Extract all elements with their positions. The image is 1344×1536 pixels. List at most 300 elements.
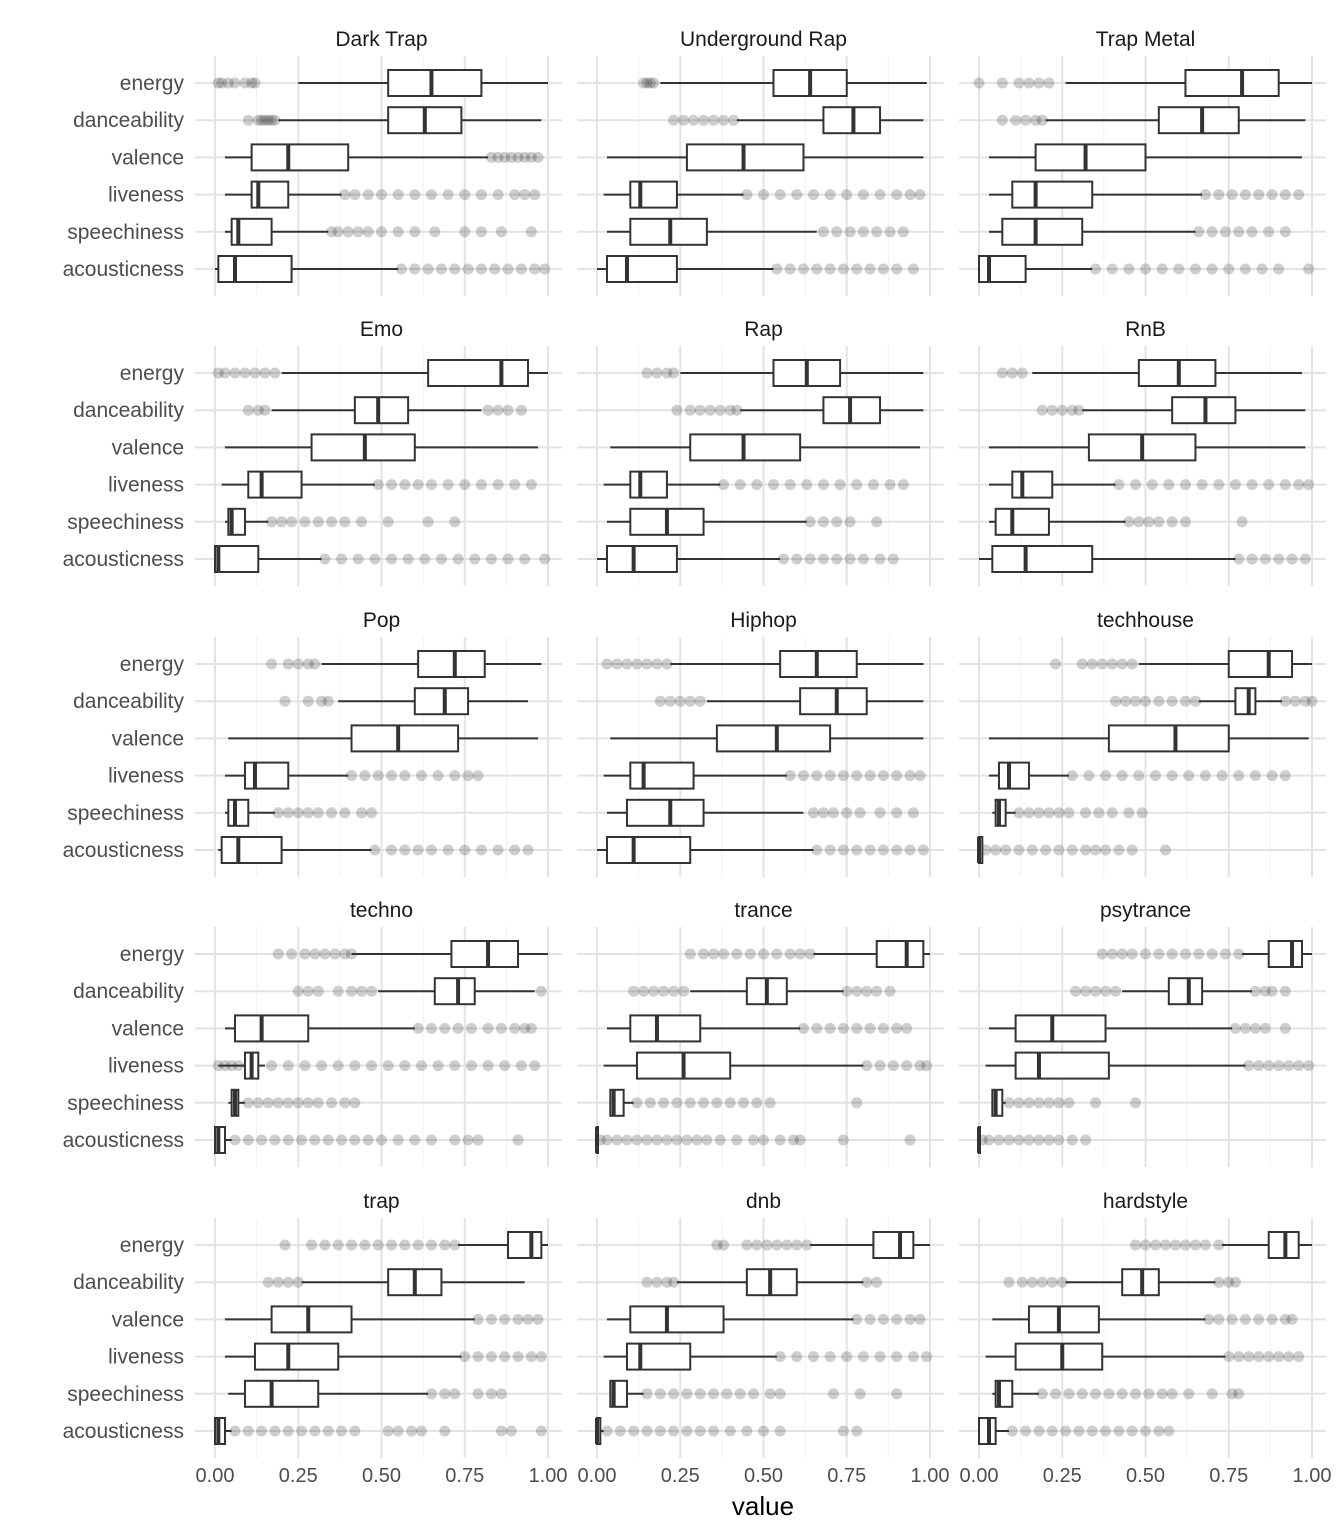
outlier-point: [1097, 949, 1108, 960]
outlier-point: [908, 807, 919, 818]
outlier-point: [316, 1060, 327, 1071]
outlier-point: [811, 770, 822, 781]
outlier-point: [1167, 949, 1178, 960]
box-liveness: [989, 472, 1314, 498]
outlier-point: [685, 1097, 696, 1108]
x-tick-label: 0.50: [1126, 1465, 1165, 1487]
outlier-point: [905, 189, 916, 200]
outlier-point: [1247, 479, 1258, 490]
box-iqr: [508, 1232, 541, 1258]
outlier-point: [751, 479, 762, 490]
box-iqr: [215, 546, 258, 572]
outlier-point: [1267, 770, 1278, 781]
outlier-point: [765, 1388, 776, 1399]
outlier-point: [1220, 226, 1231, 237]
outlier-point: [399, 770, 410, 781]
outlier-point: [758, 1426, 769, 1437]
box-iqr: [607, 546, 677, 572]
outlier-point: [891, 1351, 902, 1362]
box-energy: [997, 360, 1302, 386]
box-iqr: [1185, 70, 1278, 96]
outlier-point: [1167, 696, 1178, 707]
box-danceability: [243, 397, 527, 423]
outlier-point: [426, 479, 437, 490]
outlier-point: [758, 1135, 769, 1146]
outlier-point: [459, 189, 470, 200]
outlier-point: [628, 1426, 639, 1437]
box-energy: [213, 360, 548, 386]
outlier-point: [1057, 405, 1068, 416]
outlier-point: [1190, 264, 1201, 275]
outlier-point: [1047, 1277, 1058, 1288]
outlier-point: [309, 949, 320, 960]
outlier-point: [1140, 949, 1151, 960]
outlier-point: [1293, 1060, 1304, 1071]
outlier-point: [878, 1023, 889, 1034]
outlier-point: [861, 986, 872, 997]
outlier-point: [725, 1426, 736, 1437]
outlier-point: [838, 770, 849, 781]
outlier-point: [253, 1097, 264, 1108]
outlier-point: [1233, 770, 1244, 781]
box-speechiness: [228, 1090, 360, 1116]
outlier-point: [1153, 1426, 1164, 1437]
outlier-point: [416, 770, 427, 781]
outlier-point: [509, 189, 520, 200]
outlier-point: [1077, 1388, 1088, 1399]
outlier-point: [276, 516, 287, 527]
outlier-point: [795, 949, 806, 960]
facet-title: techno: [349, 899, 414, 922]
outlier-point: [811, 264, 822, 275]
box-liveness: [604, 1053, 933, 1079]
box-iqr: [630, 182, 677, 208]
outlier-point: [1037, 1277, 1048, 1288]
outlier-point: [1273, 554, 1284, 565]
outlier-point: [433, 1060, 444, 1071]
y-tick-label: speechiness: [67, 1091, 184, 1115]
outlier-point: [303, 807, 314, 818]
y-tick-label: energy: [119, 362, 184, 385]
outlier-point: [399, 845, 410, 856]
outlier-point: [286, 949, 297, 960]
outlier-point: [283, 807, 294, 818]
outlier-point: [463, 1135, 474, 1146]
outlier-point: [426, 1135, 437, 1146]
outlier-point: [523, 1314, 534, 1325]
outlier-point: [838, 264, 849, 275]
box-valence: [225, 1306, 544, 1332]
outlier-point: [701, 1135, 712, 1146]
outlier-point: [771, 1240, 782, 1251]
outlier-point: [366, 1060, 377, 1071]
outlier-point: [1267, 1314, 1278, 1325]
outlier-point: [359, 1240, 370, 1251]
outlier-point: [459, 845, 470, 856]
box-danceability: [243, 107, 542, 133]
outlier-point: [658, 986, 669, 997]
outlier-point: [871, 516, 882, 527]
box-iqr: [1012, 182, 1092, 208]
box-valence: [607, 1015, 912, 1041]
outlier-point: [718, 115, 729, 126]
outlier-point: [243, 115, 254, 126]
outlier-point: [1107, 949, 1118, 960]
outlier-point: [775, 1135, 786, 1146]
facet-pop: [63, 609, 562, 877]
outlier-point: [1207, 1388, 1218, 1399]
outlier-point: [283, 1097, 294, 1108]
outlier-point: [303, 986, 314, 997]
outlier-point: [339, 807, 350, 818]
outlier-point: [631, 1135, 642, 1146]
outlier-point: [399, 479, 410, 490]
outlier-point: [266, 1060, 277, 1071]
outlier-point: [376, 189, 387, 200]
outlier-point: [453, 1023, 464, 1034]
outlier-point: [735, 1388, 746, 1399]
outlier-point: [681, 1135, 692, 1146]
outlier-point: [665, 696, 676, 707]
outlier-point: [731, 1135, 742, 1146]
outlier-point: [974, 78, 985, 89]
outlier-point: [1113, 1426, 1124, 1437]
outlier-point: [393, 189, 404, 200]
outlier-point: [1067, 845, 1078, 856]
outlier-point: [888, 1060, 899, 1071]
outlier-point: [818, 226, 829, 237]
outlier-point: [1250, 770, 1261, 781]
outlier-point: [426, 845, 437, 856]
outlier-point: [529, 189, 540, 200]
outlier-point: [383, 516, 394, 527]
outlier-point: [486, 1351, 497, 1362]
outlier-point: [1013, 845, 1024, 856]
outlier-point: [1017, 368, 1028, 379]
outlier-point: [229, 78, 240, 89]
outlier-point: [283, 1135, 294, 1146]
box-iqr: [607, 837, 690, 863]
outlier-point: [885, 479, 896, 490]
box-valence: [989, 1015, 1291, 1041]
outlier-point: [675, 696, 686, 707]
facet-title: techhouse: [1097, 609, 1194, 632]
outlier-point: [841, 807, 852, 818]
outlier-point: [476, 845, 487, 856]
facet-trap: [63, 1190, 568, 1487]
outlier-point: [651, 1277, 662, 1288]
outlier-point: [695, 1388, 706, 1399]
outlier-point: [855, 807, 866, 818]
box-iqr: [1229, 651, 1292, 677]
outlier-point: [429, 226, 440, 237]
box-liveness: [604, 182, 926, 208]
facet-title: RnB: [1125, 318, 1166, 341]
outlier-point: [1090, 1388, 1101, 1399]
outlier-point: [339, 1097, 350, 1108]
outlier-point: [523, 845, 534, 856]
outlier-point: [858, 226, 869, 237]
outlier-point: [1240, 264, 1251, 275]
outlier-point: [671, 1135, 682, 1146]
outlier-point: [838, 1426, 849, 1437]
outlier-point: [243, 1135, 254, 1146]
outlier-point: [1170, 1240, 1181, 1251]
outlier-point: [1010, 115, 1021, 126]
box-speechiness: [225, 509, 460, 535]
outlier-point: [901, 1060, 912, 1071]
outlier-point: [413, 845, 424, 856]
outlier-point: [309, 1426, 320, 1437]
outlier-point: [875, 1060, 886, 1071]
outlier-point: [1237, 516, 1248, 527]
box-danceability: [1070, 978, 1291, 1004]
outlier-point: [808, 1351, 819, 1362]
outlier-point: [259, 405, 270, 416]
box-iqr: [245, 1381, 318, 1407]
outlier-point: [483, 405, 494, 416]
outlier-point: [875, 554, 886, 565]
outlier-point: [1123, 264, 1134, 275]
outlier-point: [323, 1426, 334, 1437]
outlier-point: [648, 78, 659, 89]
outlier-point: [641, 659, 652, 670]
outlier-point: [615, 1426, 626, 1437]
outlier-point: [349, 1426, 360, 1437]
box-acousticness: [215, 1127, 524, 1153]
outlier-point: [990, 845, 1001, 856]
outlier-point: [386, 479, 397, 490]
outlier-point: [731, 949, 742, 960]
y-tick-label: speechiness: [67, 1382, 184, 1406]
outlier-point: [841, 1351, 852, 1362]
outlier-point: [319, 949, 330, 960]
outlier-point: [855, 1388, 866, 1399]
outlier-point: [323, 1135, 334, 1146]
outlier-point: [761, 1240, 772, 1251]
outlier-point: [661, 1135, 672, 1146]
facet-panels: [63, 28, 1332, 1487]
outlier-point: [655, 1388, 666, 1399]
outlier-point: [1043, 807, 1054, 818]
outlier-point: [1017, 1277, 1028, 1288]
outlier-point: [1033, 78, 1044, 89]
outlier-point: [1200, 1240, 1211, 1251]
facet-rap: [577, 318, 944, 586]
y-tick-label: valence: [111, 727, 184, 751]
outlier-point: [811, 1023, 822, 1034]
box-iqr: [630, 1015, 700, 1041]
x-tick-label: 0.00: [195, 1465, 235, 1487]
outlier-point: [818, 479, 829, 490]
outlier-point: [1117, 949, 1128, 960]
outlier-point: [426, 189, 437, 200]
outlier-point: [878, 845, 889, 856]
outlier-point: [845, 554, 856, 565]
box-iqr: [428, 360, 528, 386]
outlier-point: [526, 479, 537, 490]
y-tick-label: danceability: [73, 1271, 184, 1295]
outlier-point: [891, 807, 902, 818]
outlier-point: [306, 1240, 317, 1251]
outlier-point: [539, 264, 550, 275]
outlier-point: [1173, 264, 1184, 275]
outlier-point: [296, 1135, 307, 1146]
outlier-point: [1180, 479, 1191, 490]
outlier-point: [449, 1060, 460, 1071]
outlier-point: [273, 1097, 284, 1108]
box-iqr: [272, 1306, 352, 1332]
outlier-point: [1227, 1314, 1238, 1325]
facet-techhouse: [959, 609, 1326, 877]
outlier-point: [611, 1135, 622, 1146]
outlier-point: [668, 986, 679, 997]
outlier-point: [1130, 479, 1141, 490]
box-iqr: [877, 941, 924, 967]
outlier-point: [509, 479, 520, 490]
box-iqr: [1002, 219, 1082, 245]
outlier-point: [1060, 1426, 1071, 1437]
outlier-point: [356, 986, 367, 997]
outlier-point: [293, 659, 304, 670]
outlier-point: [439, 1426, 450, 1437]
facet-title: Trap Metal: [1095, 28, 1196, 51]
outlier-point: [645, 1097, 656, 1108]
outlier-point: [363, 189, 374, 200]
box-valence: [989, 144, 1302, 170]
outlier-point: [1167, 770, 1178, 781]
outlier-point: [865, 845, 876, 856]
outlier-point: [838, 1023, 849, 1034]
outlier-point: [668, 115, 679, 126]
outlier-point: [269, 1426, 280, 1437]
outlier-point: [1217, 770, 1228, 781]
outlier-point: [891, 1388, 902, 1399]
outlier-point: [1280, 986, 1291, 997]
outlier-point: [1053, 845, 1064, 856]
outlier-point: [493, 405, 504, 416]
outlier-point: [333, 1240, 344, 1251]
grid: [195, 1218, 562, 1458]
outlier-point: [681, 1426, 692, 1437]
outlier-point: [1133, 770, 1144, 781]
facet-title: Hiphop: [730, 609, 797, 632]
box-danceability: [1037, 397, 1306, 423]
outlier-point: [708, 949, 719, 960]
y-tick-label: energy: [119, 943, 184, 966]
x-tick-label: 0.00: [959, 1465, 999, 1487]
outlier-point: [529, 1060, 540, 1071]
outlier-point: [871, 1277, 882, 1288]
outlier-point: [1253, 1351, 1264, 1362]
outlier-point: [503, 264, 514, 275]
outlier-point: [1127, 1426, 1138, 1437]
x-tick-label: 0.75: [1209, 1465, 1249, 1487]
outlier-point: [1117, 770, 1128, 781]
outlier-point: [349, 1135, 360, 1146]
outlier-point: [841, 189, 852, 200]
outlier-point: [685, 405, 696, 416]
outlier-point: [1033, 1135, 1044, 1146]
box-danceability: [655, 688, 924, 714]
outlier-point: [513, 1314, 524, 1325]
outlier-point: [476, 264, 487, 275]
box-liveness: [225, 182, 540, 208]
outlier-point: [1253, 1314, 1264, 1325]
outlier-point: [745, 949, 756, 960]
outlier-point: [1220, 949, 1231, 960]
outlier-point: [499, 1060, 510, 1071]
outlier-point: [1180, 696, 1191, 707]
outlier-point: [678, 986, 689, 997]
box-iqr: [352, 725, 459, 751]
outlier-point: [651, 1135, 662, 1146]
outlier-point: [898, 479, 909, 490]
outlier-point: [283, 659, 294, 670]
outlier-point: [1293, 189, 1304, 200]
outlier-point: [449, 1135, 460, 1146]
outlier-point: [336, 554, 347, 565]
outlier-point: [1247, 554, 1258, 565]
y-tick-label: liveness: [108, 1054, 184, 1078]
outlier-point: [918, 845, 929, 856]
outlier-point: [898, 226, 909, 237]
outlier-point: [1303, 1060, 1314, 1071]
outlier-point: [426, 1023, 437, 1034]
outlier-point: [356, 807, 367, 818]
outlier-point: [529, 264, 540, 275]
outlier-point: [459, 479, 470, 490]
outlier-point: [885, 986, 896, 997]
box-iqr: [1016, 1015, 1106, 1041]
x-tick-label: 1.00: [1292, 1465, 1332, 1487]
outlier-point: [1263, 1351, 1274, 1362]
outlier-point: [865, 264, 876, 275]
outlier-point: [483, 1023, 494, 1034]
outlier-point: [449, 770, 460, 781]
outlier-point: [1213, 479, 1224, 490]
outlier-point: [1107, 264, 1118, 275]
outlier-point: [1053, 807, 1064, 818]
outlier-point: [1073, 1426, 1084, 1437]
outlier-point: [658, 1097, 669, 1108]
outlier-point: [1127, 949, 1138, 960]
outlier-point: [369, 554, 380, 565]
x-tick-label: 0.25: [278, 1465, 318, 1487]
outlier-point: [1110, 696, 1121, 707]
outlier-point: [871, 226, 882, 237]
outlier-point: [1193, 949, 1204, 960]
box-energy: [641, 360, 923, 386]
outlier-point: [1140, 696, 1151, 707]
outlier-point: [921, 1060, 932, 1071]
outlier-point: [765, 1097, 776, 1108]
y-tick-label: liveness: [108, 183, 184, 207]
outlier-point: [831, 226, 842, 237]
outlier-point: [885, 226, 896, 237]
outlier-point: [313, 1097, 324, 1108]
outlier-point: [363, 226, 374, 237]
outlier-point: [329, 949, 340, 960]
box-energy: [638, 70, 927, 96]
outlier-point: [533, 152, 544, 163]
outlier-point: [313, 986, 324, 997]
outlier-point: [905, 845, 916, 856]
outlier-point: [473, 1351, 484, 1362]
outlier-point: [493, 189, 504, 200]
outlier-point: [805, 554, 816, 565]
outlier-point: [1267, 189, 1278, 200]
